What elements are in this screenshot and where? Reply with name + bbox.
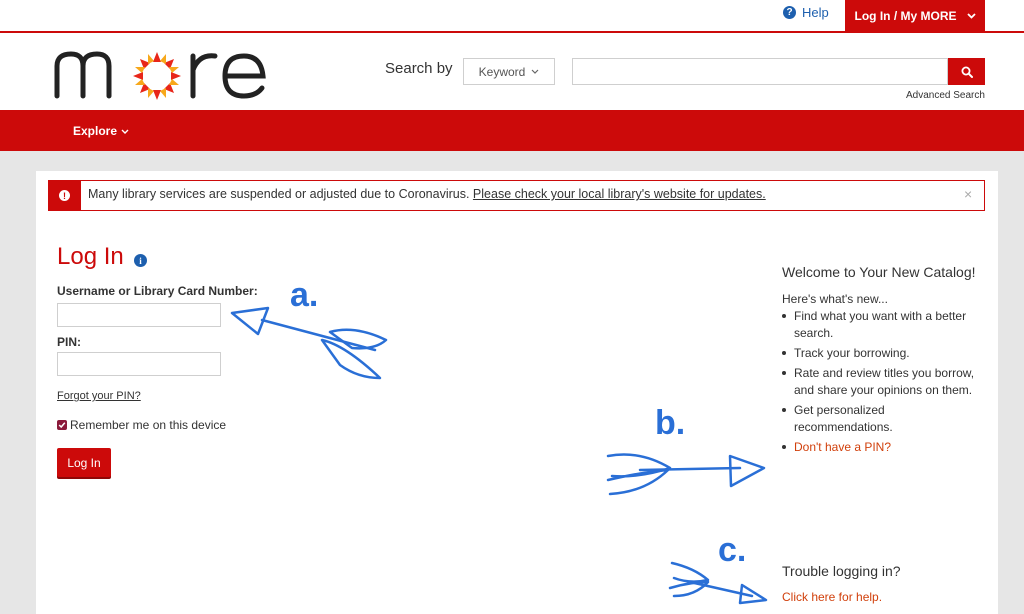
welcome-title: Welcome to Your New Catalog! — [782, 264, 976, 280]
chevron-down-icon — [121, 129, 129, 134]
login-button[interactable]: Log In — [57, 448, 111, 477]
checkmark-icon — [58, 421, 66, 429]
login-menu-button[interactable] — [845, 0, 985, 31]
username-field[interactable] — [57, 303, 221, 327]
list-item: Rate and review titles you borrow, and share your opinions on them. — [782, 365, 982, 399]
search-type-select[interactable] — [463, 58, 555, 85]
alert-link[interactable]: Please check your local library's website for updates. — [472, 187, 766, 201]
explore-menu[interactable] — [73, 124, 129, 138]
alert-message — [88, 187, 766, 201]
question-circle-icon: ? — [783, 6, 796, 19]
exclamation-circle-icon: ! — [59, 190, 70, 201]
list-item: Find what you want with a better search. — [782, 308, 982, 342]
list-item — [782, 439, 982, 456]
pin-label: PIN: — [57, 335, 81, 349]
feature-list — [782, 308, 982, 459]
whats-new-label: Here's what's new... — [782, 292, 888, 306]
chevron-down-icon — [531, 69, 539, 74]
annotation-label-a: a. — [290, 276, 319, 314]
login-menu-label: Log In / My MORE — [854, 8, 957, 23]
pin-field[interactable] — [57, 352, 221, 376]
page-title: Log In — [57, 243, 124, 270]
remember-me-label[interactable]: Remember me on this device — [70, 418, 227, 432]
search-type-value: Keyword — [478, 64, 526, 79]
annotation-label-c: c. — [718, 531, 747, 569]
advanced-search-link[interactable]: Advanced Search — [906, 90, 985, 101]
search-by-label: Search by — [385, 60, 453, 77]
search-icon — [961, 66, 973, 78]
list-item: Get personalized recommendations. — [782, 402, 982, 436]
help-link[interactable] — [783, 3, 829, 21]
username-label: Username or Library Card Number: — [57, 284, 258, 298]
alert-icon-box — [48, 180, 81, 211]
annotation-label-b: b. — [655, 404, 686, 442]
more-logo[interactable] — [53, 44, 269, 100]
trouble-logging-in-heading: Trouble logging in? — [782, 563, 901, 579]
alert-message-text: Many library services are suspended or adjusted due to Coronavirus. — [88, 187, 473, 201]
list-item: Track your borrowing. — [782, 345, 982, 362]
info-icon[interactable]: i — [134, 254, 147, 267]
alert-close-button[interactable]: × — [964, 186, 973, 202]
search-input[interactable] — [572, 58, 948, 85]
no-pin-link[interactable]: Don't have a PIN? — [794, 440, 892, 454]
help-link-label: Help — [802, 4, 829, 20]
forgot-pin-link[interactable]: Forgot your PIN? — [57, 390, 141, 402]
chevron-down-icon — [967, 13, 976, 19]
explore-label: Explore — [73, 124, 118, 138]
login-help-link[interactable]: Click here for help. — [782, 590, 883, 604]
main-nav-bar — [0, 110, 1024, 151]
remember-me-checkbox[interactable] — [57, 420, 67, 430]
search-button[interactable] — [948, 58, 985, 85]
